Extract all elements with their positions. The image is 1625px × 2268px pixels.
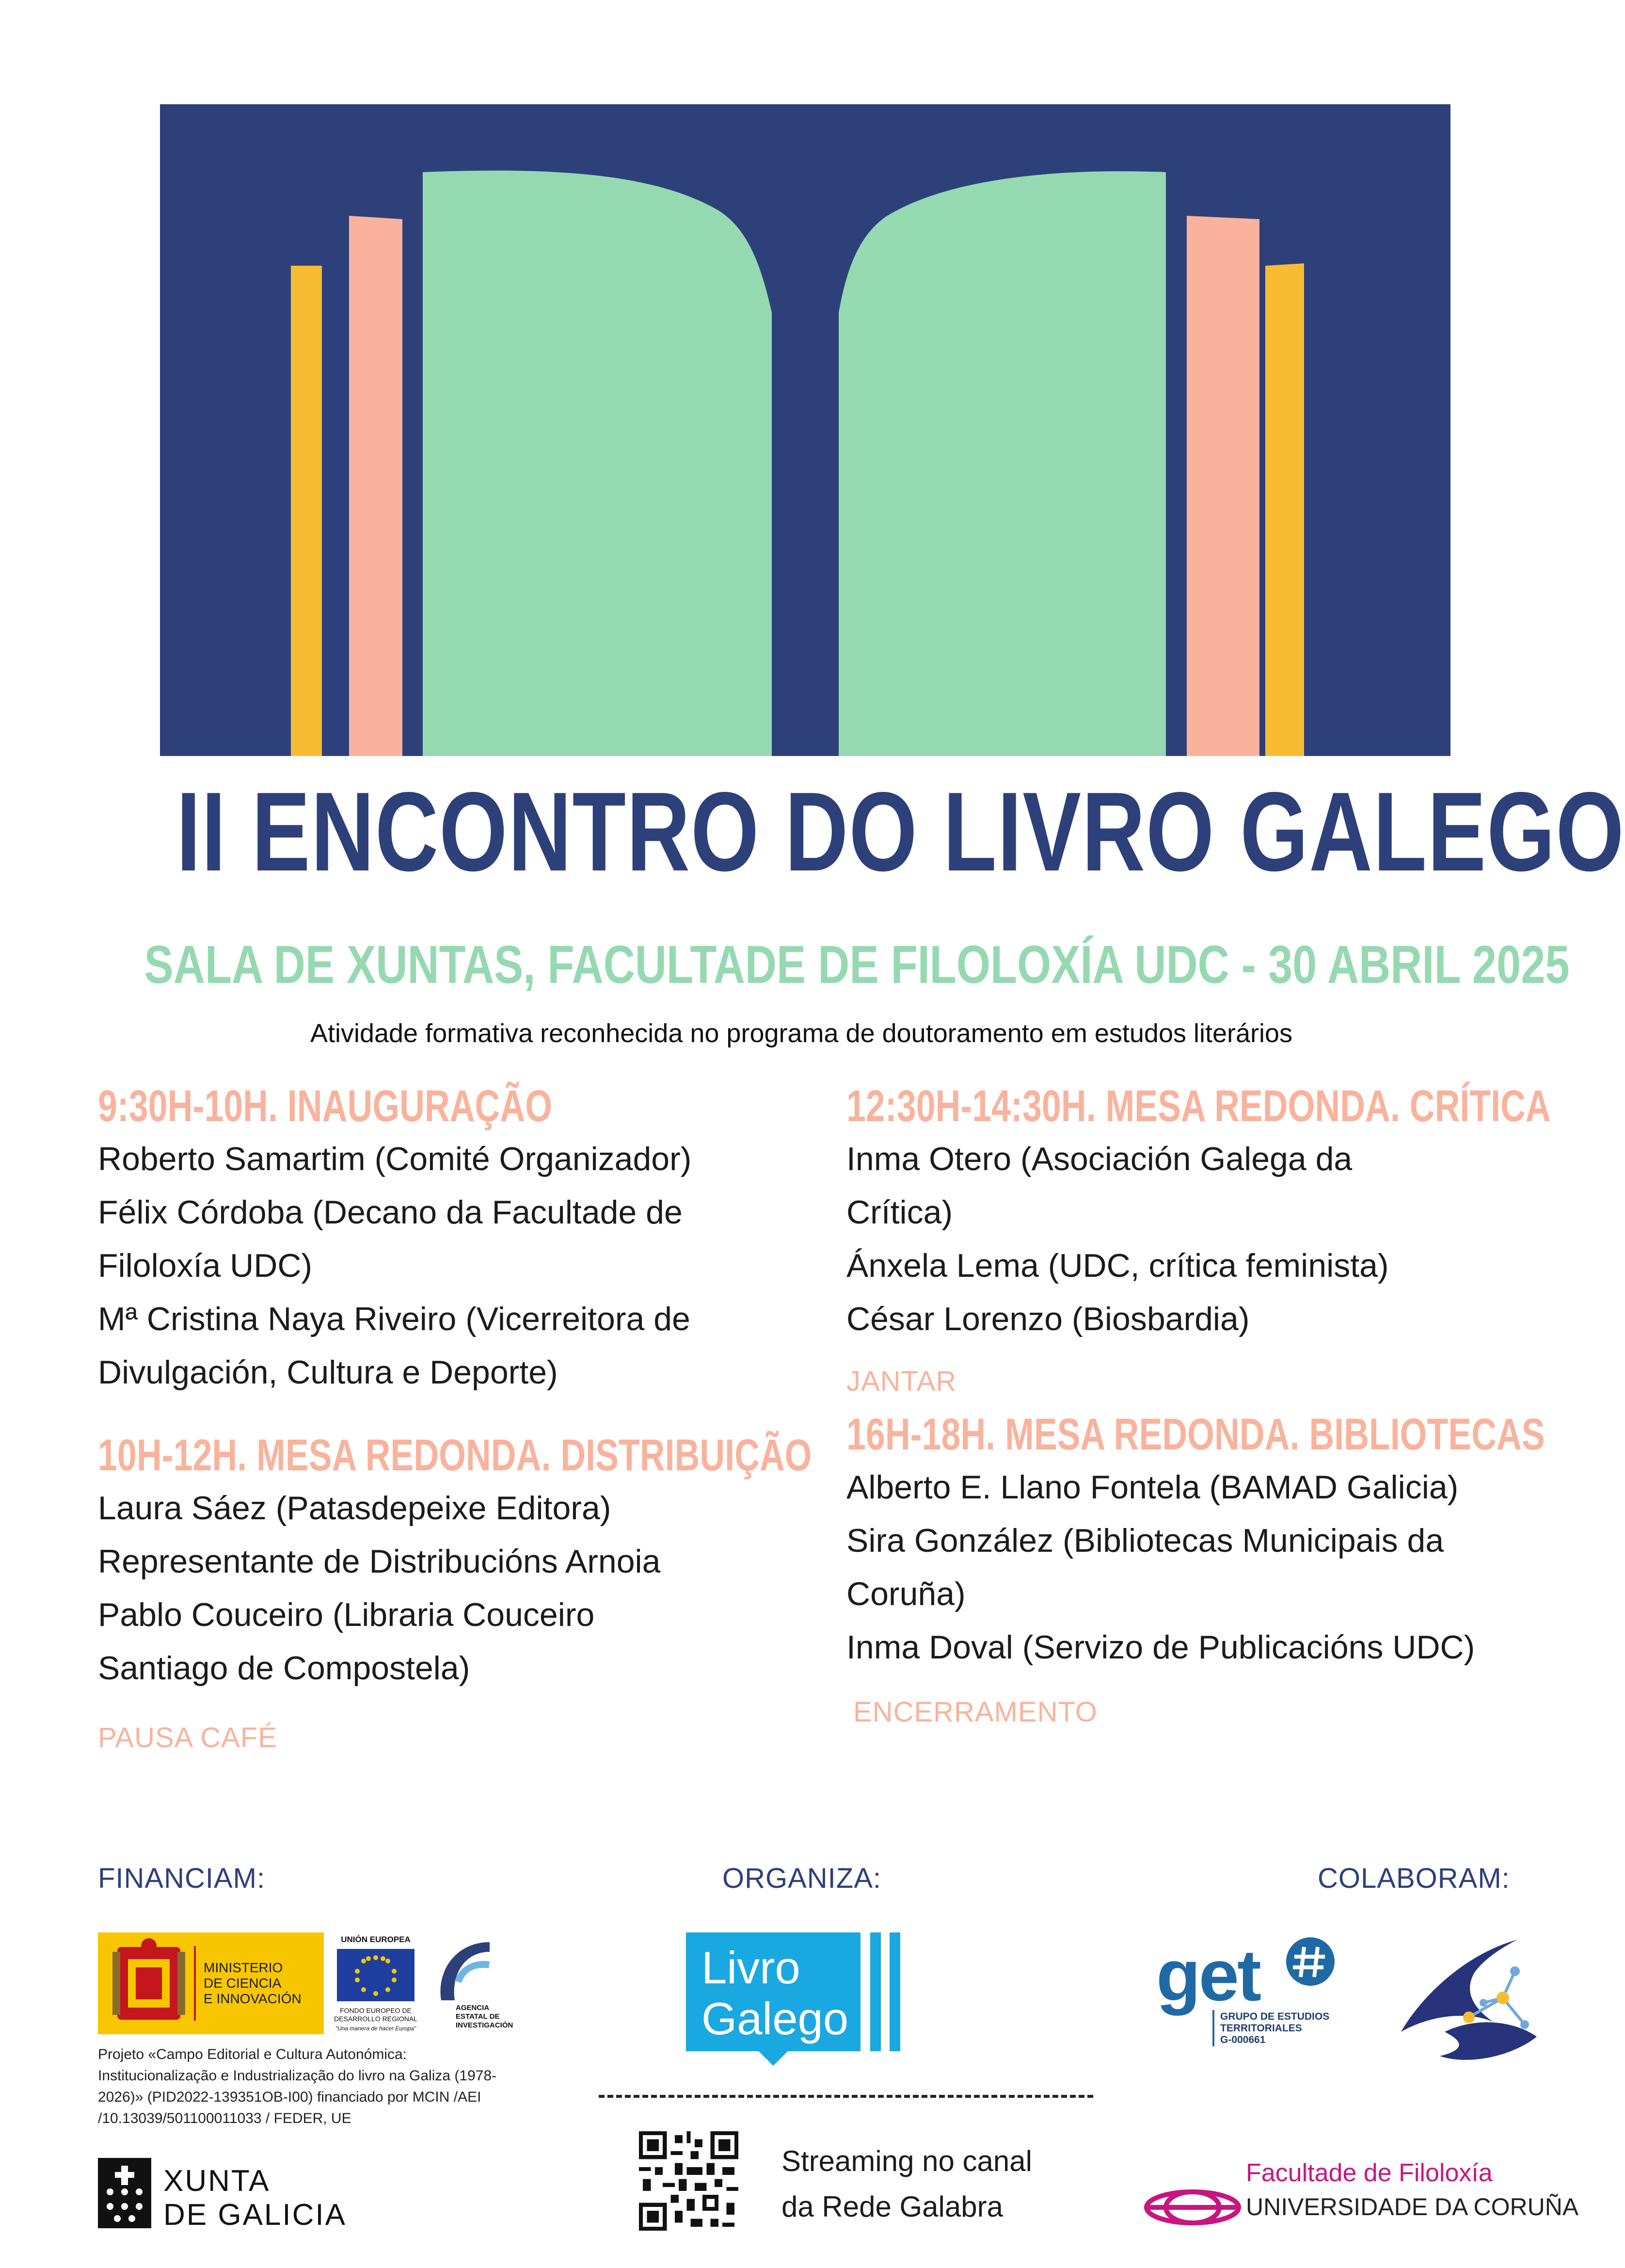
xunta-line2: DE GALICIA	[163, 2198, 347, 2232]
eu-motto: "Una manera de hacer Europa"	[335, 2025, 416, 2032]
ministry-logo	[98, 1932, 324, 2034]
aei-line2: ESTATAL DE	[456, 2012, 500, 2021]
eu-top-label: UNIÓN EUROPEA	[341, 1935, 411, 1944]
speaker-line: Mª Cristina Naya Riveiro (Vicerreitora de	[98, 1301, 690, 1337]
get-hash-icon	[1286, 1937, 1335, 1986]
get-line3: G-000661	[1220, 2034, 1266, 2045]
livro-line1: Livro	[701, 1942, 800, 1993]
book-spine-yellow-right	[1265, 263, 1304, 756]
program-column-left	[98, 1081, 812, 1754]
speaker-line: Laura Sáez (Patasdepeixe Editora)	[98, 1490, 611, 1527]
speaker-line: Roberto Samartim (Comité Organizador)	[98, 1141, 692, 1177]
speaker-line: Sira González (Bibliotecas Municipais da	[846, 1522, 1444, 1559]
speaker-line: Pablo Couceiro (Libraria Couceiro	[98, 1596, 595, 1633]
dashed-divider	[599, 2095, 1093, 2098]
speaker-line: César Lorenzo (Biosbardia)	[846, 1301, 1250, 1337]
session-heading: 16H-18H. MESA REDONDA. BIBLIOTECAS	[846, 1410, 1545, 1459]
hero-illustration	[160, 104, 1450, 756]
streaming-line2: da Rede Galabra	[781, 2190, 1003, 2223]
break-label: JANTAR	[846, 1366, 957, 1397]
get-line2: TERRITORIALES	[1220, 2023, 1302, 2034]
udc-logo	[1142, 2153, 1579, 2226]
aei-line1: AGENCIA	[456, 2004, 490, 2012]
streaming-line1: Streaming no canal	[781, 2145, 1032, 2177]
event-title: II ENCONTRO DO LIVRO GALEGO	[176, 769, 1625, 895]
eu-fund-line1: FONDO EUROPEO DE	[340, 2007, 412, 2014]
colaboram-label: COLABORAM:	[1318, 1863, 1510, 1894]
ministry-line2: DE CIENCIA	[204, 1976, 282, 1991]
udc-faculty: Facultade de Filoloxía	[1246, 2159, 1493, 2187]
galabra-swoosh-icon	[1401, 1940, 1517, 2032]
livro-galego-logo	[686, 1932, 919, 2073]
organiza-label: ORGANIZA:	[722, 1863, 882, 1894]
udc-university: UNIVERSIDADE DA CORUÑA	[1246, 2193, 1579, 2220]
ministry-line1: MINISTERIO	[204, 1960, 283, 1975]
session-heading: 12:30H-14:30H. MESA REDONDA. CRÍTICA	[846, 1081, 1551, 1131]
speaker-line: Félix Córdoba (Decano da Facultade de	[98, 1194, 683, 1231]
galabra-logo	[1391, 1935, 1537, 2066]
eu-fund-line2: DESARROLLO REGIONAL	[334, 2015, 417, 2023]
udc-globe-icon	[1147, 2192, 1239, 2223]
speaker-line: Ánxela Lema (UDC, crítica feminista)	[846, 1247, 1389, 1284]
qr-code-icon[interactable]	[639, 2131, 738, 2231]
speaker-line: Alberto E. Llano Fontela (BAMAD Galicia)	[846, 1469, 1459, 1506]
book-spine-yellow-left	[291, 266, 322, 756]
eu-feder-logo	[330, 1932, 422, 2034]
project-funding-text: Projeto «Campo Editorial e Cultura Autonómica: Institucionalização e Industrialização do livro na Galiza (1978-2026)» (PID2022-139351OB-I00) financiado por MCIN /AEI /10.13039/501100011033 / FEDER, UE	[98, 2046, 497, 2126]
speaker-line: Inma Doval (Servizo de Publicacións UDC)	[846, 1629, 1475, 1666]
financiam-label: FINANCIAM:	[98, 1863, 266, 1894]
book-page-right	[839, 171, 1166, 756]
break-label: ENCERRAMENTO	[853, 1696, 1098, 1728]
aei-logo	[427, 1932, 513, 2034]
get-wordmark: get	[1156, 1934, 1259, 2016]
speaker-line: Coruña)	[846, 1576, 966, 1612]
get-logo	[1156, 1932, 1340, 2049]
break-label: PAUSA CAFÉ	[98, 1722, 277, 1753]
speaker-line: Crítica)	[846, 1194, 953, 1231]
spain-coat-of-arms-icon	[98, 1932, 324, 2034]
streaming-note	[781, 2139, 1032, 2230]
event-venue-date: SALA DE XUNTAS, FACULTADE DE FILOLOXÍA UDC - 30 ABRIL 2025	[144, 935, 1570, 995]
event-note: Atividade formativa reconhecida no programa de doutoramento em estudos literários	[310, 1019, 1293, 1048]
speaker-line: Representante de Distribucións Arnoia	[98, 1543, 661, 1580]
speaker-line: Inma Otero (Asociación Galega da	[846, 1141, 1353, 1177]
aei-line3: INVESTIGACIÓN	[456, 2021, 513, 2029]
open-book-illustration	[160, 104, 1450, 756]
session-heading: 10H-12H. MESA REDONDA. DISTRIBUIÇÃO	[98, 1431, 812, 1480]
xunta-logo	[98, 2158, 369, 2232]
session-heading: 9:30H-10H. INAUGURAÇÃO	[98, 1081, 553, 1131]
xunta-line1: XUNTA	[163, 2164, 271, 2198]
book-spine-salmon-right	[1187, 216, 1259, 756]
book-page-left	[423, 171, 772, 756]
livro-line2: Galego	[701, 1993, 849, 2044]
book-spine-salmon-left	[349, 216, 402, 756]
program-column-right	[846, 1081, 1551, 1728]
ministry-line3: E INNOVACIÓN	[204, 1991, 302, 2006]
speaker-line: Santiago de Compostela)	[98, 1650, 470, 1687]
speaker-line: Divulgación, Cultura e Deporte)	[98, 1354, 558, 1391]
get-line1: GRUPO DE ESTUDIOS	[1220, 2011, 1330, 2022]
speaker-line: Filoloxía UDC)	[98, 1247, 313, 1284]
